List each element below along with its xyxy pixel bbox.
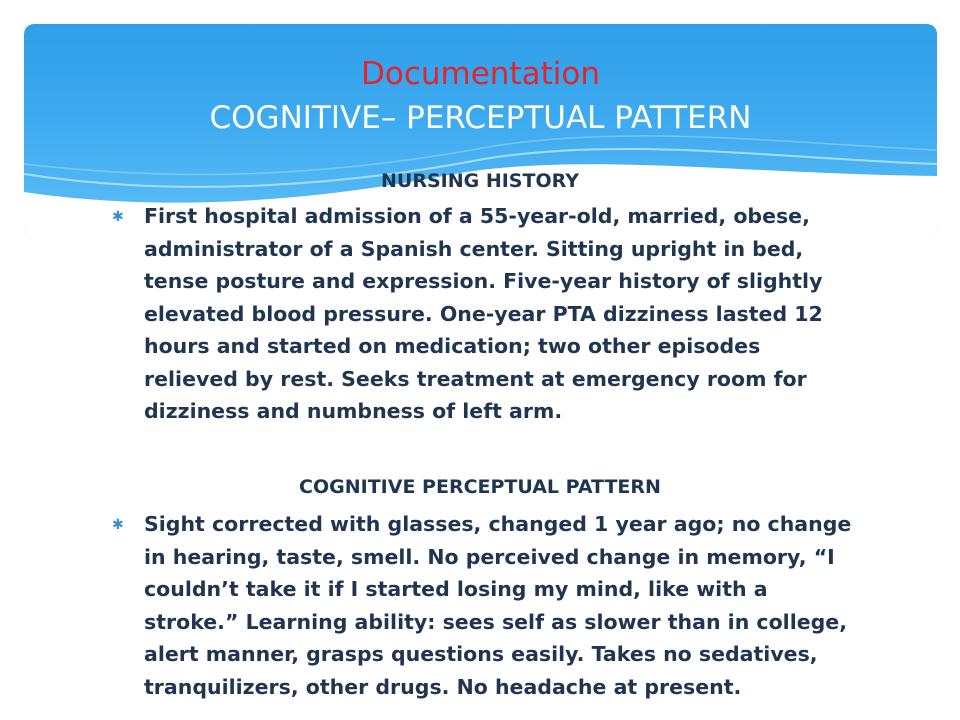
- bullet-nursing-history: [112, 200, 861, 428]
- title-documentation: Documentation: [361, 56, 600, 92]
- title-pattern: COGNITIVE– PERCEPTUAL PATTERN: [209, 100, 752, 136]
- asterisk-icon: ✱: [112, 517, 124, 533]
- bullet-cognitive-perceptual: [112, 508, 861, 703]
- heading-nursing-history: NURSING HISTORY: [381, 170, 579, 192]
- asterisk-icon: ✱: [112, 209, 124, 225]
- slide-title: [24, 52, 937, 140]
- bullet-text: Sight corrected with glasses, changed 1 year ago; no change in hearing, taste, smell. No perceived change in memory, “I couldn’t take it if I started losing my mind, like with a stroke.” Learning ability: sees self as slower than in college, alert manner, grasps questions easily. Takes no sedatives, tranquilizers, other drugs. No headache at present.: [144, 512, 852, 699]
- heading-cognitive-perceptual: COGNITIVE PERCEPTUAL PATTERN: [299, 476, 661, 498]
- bullet-text: First hospital admission of a 55-year-old, married, obese, administrator of a Spanish center. Sitting upright in bed, tense posture and expression. Five-year history of slightly elevated blood pressure. One-year PTA dizziness lasted 12 hours and started on medication; two other episodes relieved by rest. Seeks treatment at emergency room for dizziness and numbness of left arm.: [144, 204, 823, 423]
